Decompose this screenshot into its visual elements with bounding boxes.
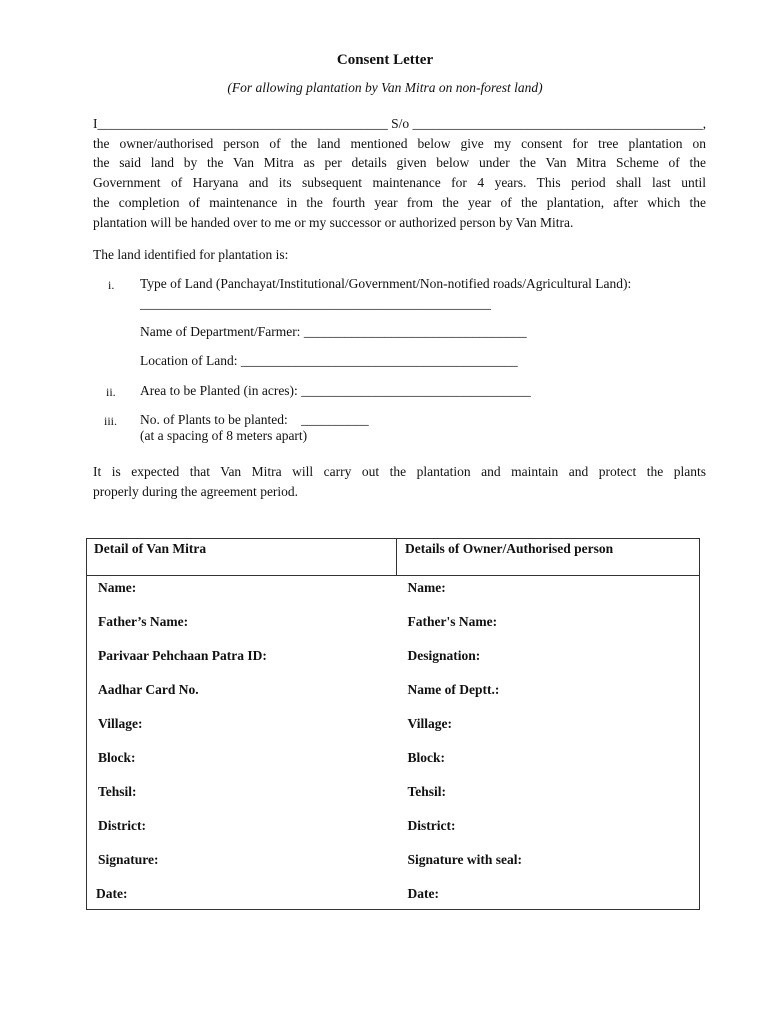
owner-department-label: Name of Deptt.:	[397, 682, 700, 716]
consent-line-5: the completion of maintenance in the fourth year from the year of the plantation, after which the	[93, 194, 706, 210]
spacing-note: (at a spacing of 8 meters apart)	[140, 428, 308, 443]
table-row	[87, 682, 700, 716]
item-i-number: i.	[108, 278, 115, 292]
area-blank[interactable]: __________________________________	[301, 383, 531, 398]
consent-line-6: plantation will be handed over to me or my successor or authorized person by Van Mitra.	[93, 214, 574, 230]
plants-blank[interactable]: __________	[301, 412, 369, 427]
expectation-line-1: It is expected that Van Mitra will carry out the plantation and maintain and protect the plants	[93, 464, 706, 479]
location-blank[interactable]: _________________________________________	[240, 353, 518, 368]
owner-name-label: Name:	[397, 576, 700, 615]
location-field	[140, 353, 518, 369]
table-row	[87, 648, 700, 682]
location-label: Location of Land:	[140, 353, 238, 368]
van-mitra-block-label: Block:	[87, 750, 397, 784]
van-mitra-tehsil-label: Tehsil:	[87, 784, 397, 818]
department-farmer-blank[interactable]: _________________________________	[303, 324, 527, 339]
consent-line-3: the said land by the Van Mitra as per details given below under the Van Mitra Scheme of the	[93, 155, 706, 171]
table-row	[87, 784, 700, 818]
table-row	[87, 716, 700, 750]
plants-label: No. of Plants to be planted:	[140, 412, 288, 427]
van-mitra-date-label: Date:	[87, 886, 397, 910]
owner-village-label: Village:	[397, 716, 700, 750]
consent-line-2: the owner/authorised person of the land mentioned below give my consent for tree plantation on	[93, 135, 706, 151]
document-title: Consent Letter	[336, 52, 434, 68]
expectation-paragraph	[93, 462, 706, 501]
table-row	[87, 576, 700, 615]
owner-date-label: Date:	[397, 886, 700, 910]
department-farmer-label: Name of Department/Farmer:	[140, 324, 301, 339]
owner-designation-label: Designation:	[397, 648, 700, 682]
owner-father-label: Father's Name:	[397, 614, 700, 648]
consent-line-4: Government of Haryana and its subsequent maintenance for 4 years. This period shall last until	[93, 175, 706, 191]
owner-district-label: District:	[397, 818, 700, 852]
van-mitra-signature-label: Signature:	[87, 852, 397, 886]
van-mitra-district-label: District:	[87, 818, 397, 852]
owner-name-blank[interactable]: ___________________________________________	[97, 116, 388, 131]
son-of-label: S/o	[391, 116, 410, 131]
owner-signature-label: Signature with seal:	[397, 852, 700, 886]
owner-header: Details of Owner/Authorised person	[397, 539, 700, 576]
expectation-line-2: properly during the agreement period.	[93, 483, 299, 499]
item-iii-number: iii.	[104, 414, 118, 428]
van-mitra-aadhar-label: Aadhar Card No.	[87, 682, 397, 716]
table-row	[87, 614, 700, 648]
owner-tehsil-label: Tehsil:	[397, 784, 700, 818]
details-table	[86, 538, 700, 910]
van-mitra-village-label: Village:	[87, 716, 397, 750]
land-intro: The land identified for plantation is:	[93, 247, 289, 262]
van-mitra-ppp-id-label: Parivaar Pehchaan Patra ID:	[87, 648, 397, 682]
plants-field	[140, 412, 369, 428]
area-label: Area to be Planted (in acres):	[140, 383, 298, 398]
land-type-blank[interactable]: ____________________________________________________	[140, 296, 491, 311]
owner-block-label: Block:	[397, 750, 700, 784]
details-header-row	[87, 539, 700, 576]
consent-paragraph	[93, 114, 706, 232]
land-type-label: Type of Land (Panchayat/Institutional/Government/Non-notified roads/Agricultural Land):	[140, 276, 632, 291]
van-mitra-father-label: Father’s Name:	[87, 614, 397, 648]
van-mitra-header: Detail of Van Mitra	[87, 539, 397, 576]
father-name-blank[interactable]: ___________________________________________,	[412, 116, 707, 131]
document-subtitle: (For allowing plantation by Van Mitra on non-forest land)	[227, 80, 543, 95]
van-mitra-name-label: Name:	[87, 576, 397, 615]
table-row	[87, 886, 700, 910]
table-row	[87, 818, 700, 852]
table-row	[87, 750, 700, 784]
pronoun-i: I	[93, 116, 98, 131]
consent-line-1	[93, 114, 706, 134]
area-field	[140, 383, 531, 399]
table-row	[87, 852, 700, 886]
department-farmer-field	[140, 324, 527, 340]
item-ii-number: ii.	[106, 385, 116, 399]
